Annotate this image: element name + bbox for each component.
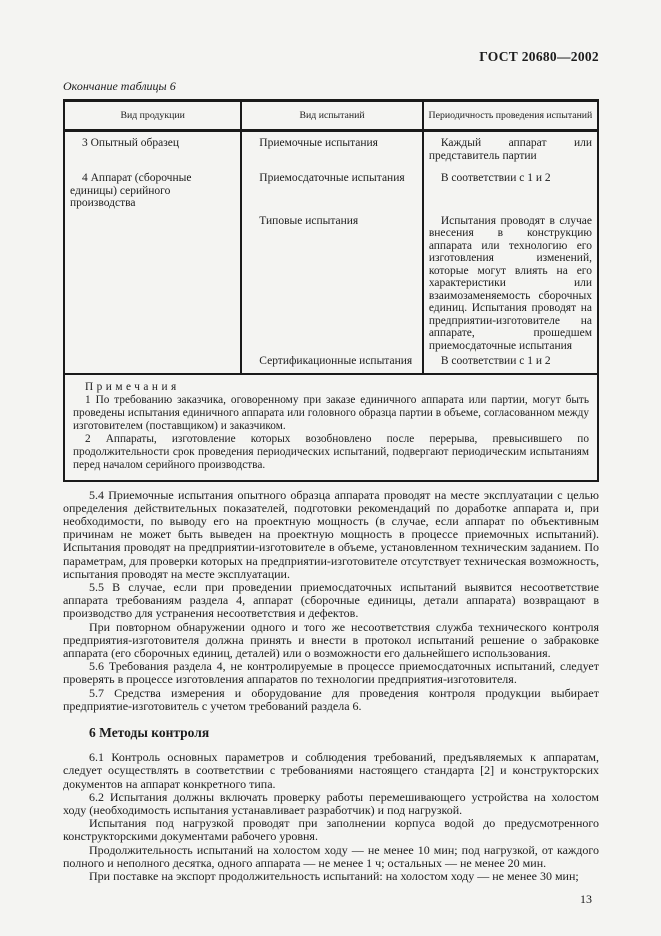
- standard-number: ГОСТ 20680—2002: [479, 49, 599, 64]
- cell-periodicity: Каждый аппарат или представитель партии: [428, 137, 592, 162]
- column-header-product-type: Вид продукции: [64, 101, 241, 131]
- paragraph-6-2: 6.2 Испытания должны включать проверку работы перемешивающего устройства на холостом ходу (необходимость испытания устанавливает разработчик) и под нагрузкой.: [63, 789, 599, 817]
- table-notes-row: [64, 374, 598, 481]
- cell-product: 4 Аппарат (сборочные единицы) серийного производства: [70, 172, 192, 209]
- cell-test: Сертификационные испытания: [259, 355, 413, 367]
- body-text: [63, 489, 599, 884]
- cell-test: Приемочные испытания: [259, 137, 378, 149]
- paragraph-6-2-continued: Испытания под нагрузкой проводят при заполнении корпуса водой до предусмотренного конструкторскими документами рабочего уровня.: [63, 816, 599, 844]
- paragraph-6-2-export: При поставке на экспорт продолжительность испытаний: на холостом ходу — не менее 30 мин;: [89, 868, 579, 883]
- paragraph-6-2-durations: Продолжительность испытаний на холостом ходу — не менее 10 мин; под нагрузкой, от каждого полного и неполного десятка, одного аппарата — не менее 1 ч; остальных — не менее 20 мин.: [63, 842, 599, 870]
- paragraph-5-5-continued: При повторном обнаружении одного и того же несоответствия служба технического контроля предприятия-изготовителя должна принять и внести в протокол испытаний решение о забраковке аппарата (его сборочных единиц, деталей) или о возможности его дальнейшего использования.: [63, 619, 599, 660]
- note-2: 2 Аппараты, изготовление которых возобновлено после перерыва, превысившего по продолжительности срок проведения периодических испытаний, подвергают периодическим испытаниям перед началом серийного производства.: [73, 432, 589, 471]
- paragraph-5-4: 5.4 Приемочные испытания опытного образца аппарата проводят на месте эксплуатации с целью определения действительных показателей, подготовки рекомендаций по доработке аппарата и, при необходимости, по выводу его на проектную мощность (в случае, если аппарат по объективным причинам не может быть выведен на проектную мощность в процессе приемочных испытаний). Испытания проводят на предприятии-изготовителе в объеме, установленном техническим заданием. По параметрам, для проверки которых на предприятии-изготовителе отсутствует техническая возможность, испытания проводят на месте эксплуатации.: [63, 487, 599, 581]
- table-caption: Окончание таблицы 6: [63, 79, 176, 93]
- table-row: [64, 352, 598, 374]
- column-header-test-periodicity: Периодичность проведения испытаний: [423, 101, 598, 131]
- cell-periodicity: В соответствии с 1 и 2: [440, 355, 551, 367]
- table-header-row: [64, 101, 598, 131]
- notes-title: Примечания: [85, 380, 180, 393]
- cell-test: Типовые испытания: [259, 214, 359, 227]
- table-6: [63, 99, 599, 482]
- page-number: 13: [580, 892, 592, 907]
- paragraph-6-1: 6.1 Контроль основных параметров и соблюдения требований, предъявляемых к аппаратам, следует осуществлять в соответствии с требованиями настоящего стандарта [2] и конструкторских документов на аппарат конкретного типа.: [63, 750, 599, 791]
- note-1: 1 По требованию заказчика, оговоренному при заказе единичного аппарата или партии, могут быть проведены испытания единичного аппарата или головного образца партии в объеме, согласованном между изготовителем (поставщиком) и заказчиком.: [73, 393, 589, 432]
- paragraph-5-5: 5.5 В случае, если при проведении приемосдаточных испытаний выявится несоответствие аппарата требованиям раздела 4, аппарат (сборочные единицы, детали аппарата) возвращают в производство для устранения несоответствия и дефектов.: [63, 579, 599, 621]
- cell-periodicity: Испытания проводят в случае внесения в конструкцию аппарата или технологию его изготовления изменений, которые могут влиять на его характеристики или взаимозаменяемость сборочных единиц. Испытания проводят на предприятии-изготовителе на аппарате, прошедшем приемосдаточные испытания: [428, 214, 592, 352]
- page-content: [63, 0, 599, 907]
- table-row: [64, 172, 598, 215]
- section-6-heading: 6 Методы контроля: [89, 724, 210, 740]
- paragraph-5-6: 5.6 Требования раздела 4, не контролируемые в процессе приемосдаточных испытаний, следует проверять в процессе изготовления аппаратов по технологии предприятия-изготовителя.: [63, 659, 599, 687]
- cell-periodicity: В соответствии с 1 и 2: [440, 172, 551, 184]
- paragraph-5-7: 5.7 Средства измерения и оборудование для проведения контроля продукции выбирает предприятие-изготовитель с учетом требований раздела 6.: [63, 685, 599, 713]
- cell-test: Приемосдаточные испытания: [259, 172, 405, 184]
- table-row: [64, 215, 598, 353]
- column-header-test-type: Вид испытаний: [241, 101, 423, 131]
- cell-product: 3 Опытный образец: [82, 137, 180, 149]
- table-row: [64, 131, 598, 173]
